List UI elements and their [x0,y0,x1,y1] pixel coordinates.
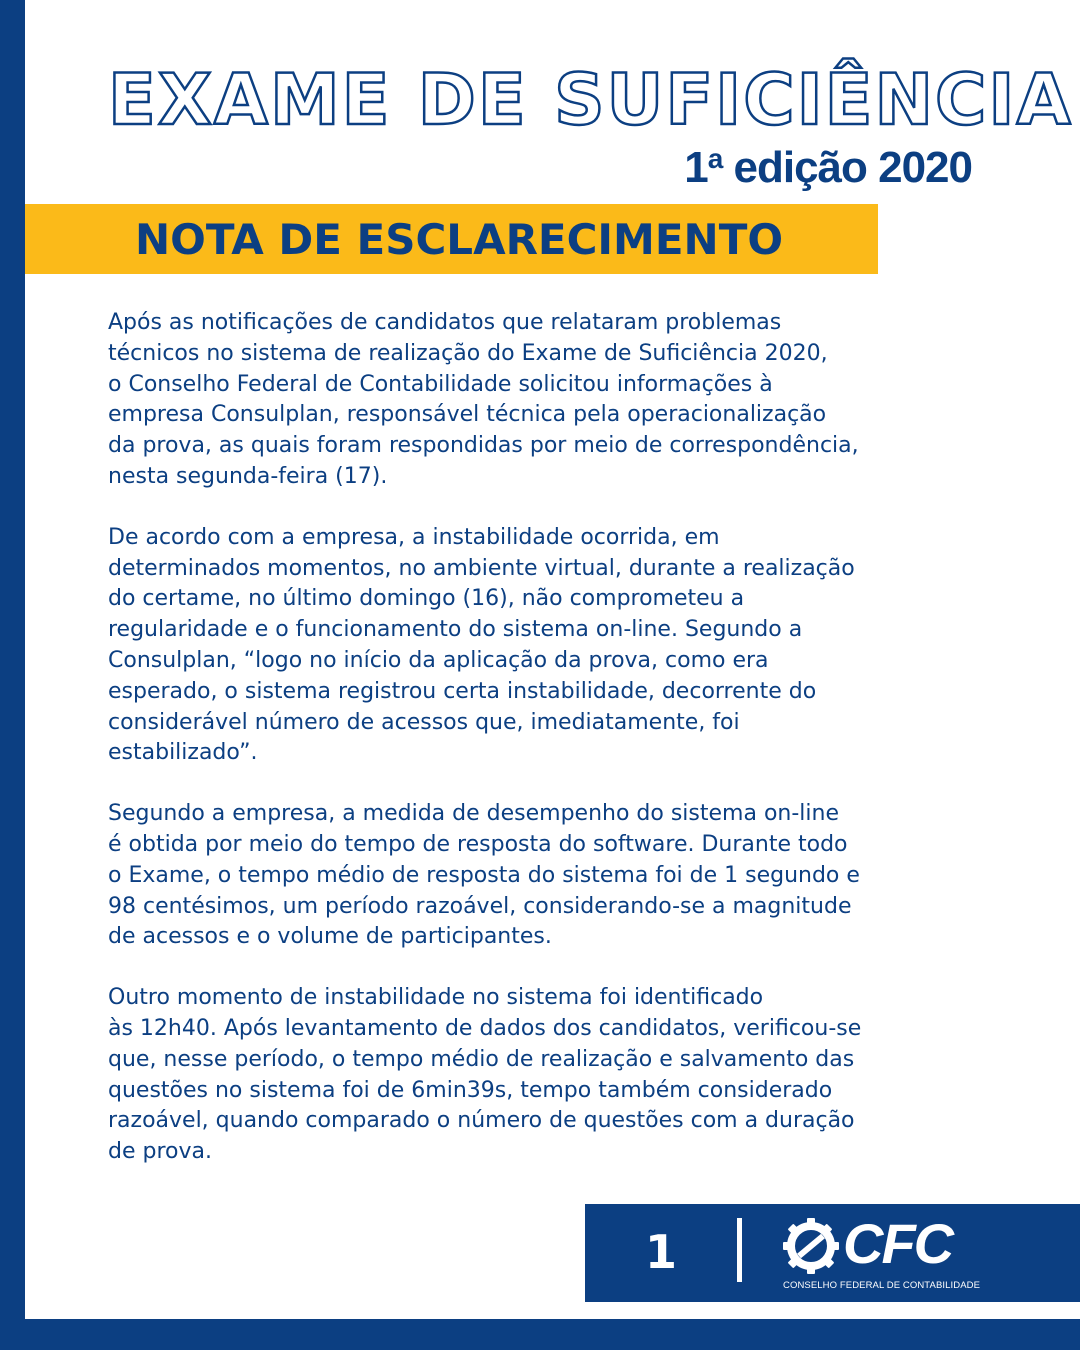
notice-banner [25,204,878,274]
paragraph-4: Outro momento de instabilidade no sistema foi identificado às 12h40. Após levantamento de dados dos candidatos, verificou-se que, nesse período, o tempo médio de realização e salvamento das questões no sistema foi de 6min39s, tempo também considerado razoável, quando comparado o número de questões com a duração de prova. [108,985,862,1165]
cfc-logo-subtitle: CONSELHO FEDERAL DE CONTABILIDADE [783,1280,981,1291]
edition-label [684,132,972,195]
page-title: EXAME DE SUFICIÊNCIA [108,59,1073,141]
bottom-accent-bar [0,1319,1080,1350]
gear-icon [781,1216,841,1276]
cfc-logo-text: CFC [843,1212,953,1275]
footer-badge [585,1204,1080,1302]
edition-number: 1 [684,143,708,192]
paragraph-3: Segundo a empresa, a medida de desempenho do sistema on-line é obtida por meio do tempo de resposta do software. Durante todo o Exame, o tempo médio de resposta do sistema foi de 1 segundo e 98 centésimos, um período razoável, considerando-se a magnitude de acessos e o volume de participantes. [108,801,860,950]
notice-body [108,308,988,1198]
paragraph-1: Após as notificações de candidatos que relataram problemas técnicos no sistema de realização do Exame de Suficiência 2020, o Conselho Federal de Contabilidade solicitou informações à empresa Consulplan, responsável técnica pela operacionalização da prova, as quais foram respondidas por meio de correspondência, nesta segunda-feira (17). [108,310,859,489]
edition-year: edição 2020 [722,143,972,192]
page-number: 1 [645,1225,678,1279]
left-accent-bar [0,0,25,1350]
banner-title: NOTA DE ESCLARECIMENTO [135,215,784,264]
paragraph-2: De acordo com a empresa, a instabilidade ocorrida, em determinados momentos, no ambiente virtual, durante a realização do certame, no último domingo (16), não comprometeu a regularidade e o funcionamento do sistema on-line. Segundo a Consulplan, “logo no início da aplicação da prova, como era esperado, o sistema registrou certa instabilidade, decorrente do considerável número de acessos que, imediatamente, foi estabilizado”. [108,524,855,766]
edition-ordinal: a [707,143,723,174]
footer-divider [737,1218,742,1282]
